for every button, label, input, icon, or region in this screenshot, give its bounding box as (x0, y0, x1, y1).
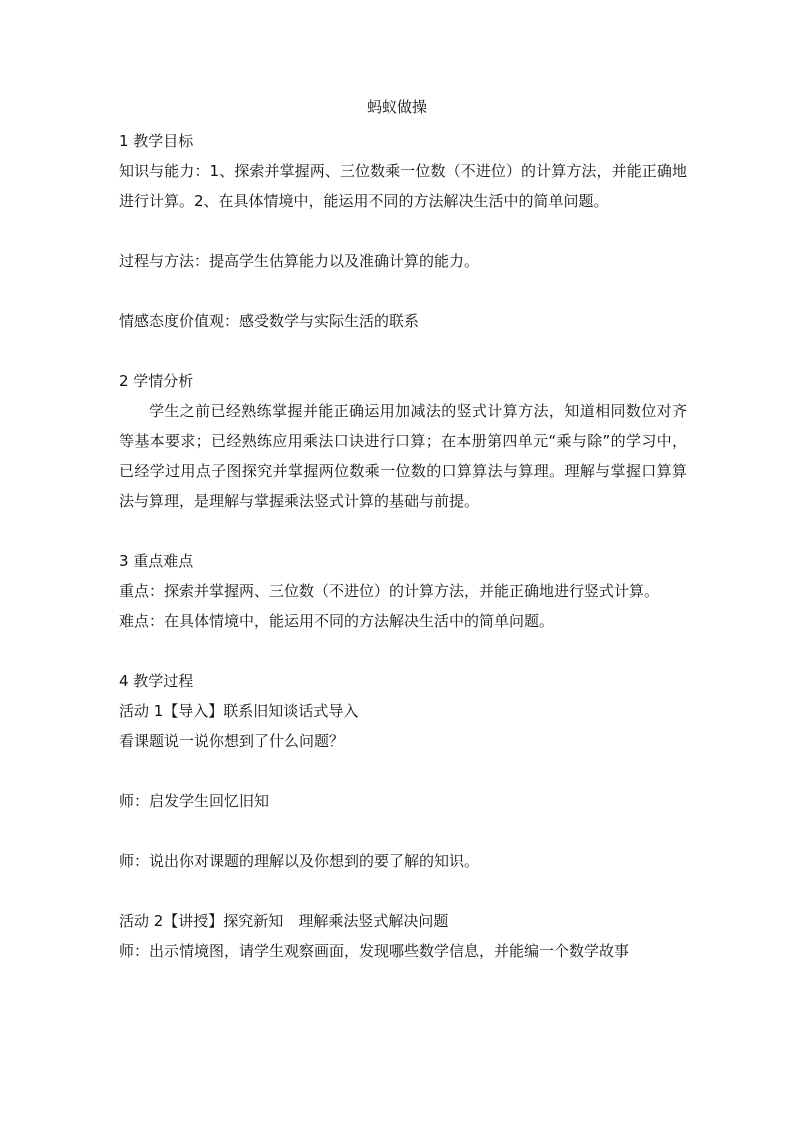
spacer (119, 276, 687, 306)
spacer (119, 756, 687, 786)
spacer (119, 516, 687, 546)
document-title: 蚂蚁做操 (366, 98, 427, 116)
section-3-key-point: 重点：探索并掌握两、三位数（不进位）的计算方法，并能正确地进行竖式计算。 (119, 582, 660, 600)
spacer (119, 816, 687, 846)
activity-2-line: 师：出示情境图，请学生观察画面，发现哪些数学信息，并能编一个数学故事 (119, 942, 630, 960)
section-1-knowledge: 知识与能力：1、探索并掌握两、三位数乘一位数（不进位）的计算方法，并能正确地进行计算。2、在具体情境中，能运用不同的方法解决生活中的简单问题。 (119, 162, 687, 210)
section-3-difficult-point: 难点：在具体情境中，能运用不同的方法解决生活中的简单问题。 (119, 612, 555, 630)
spacer (119, 876, 687, 906)
section-2-body: 学生之前已经熟练掌握并能正确运用加减法的竖式计算方法，知道相同数位对齐等基本要求；已经熟练应用乘法口诀进行口算；在本册第四单元“乘与除”的学习中，已经学过用点子图探究并掌握两位数乘一位数的口算算法与算理。理解与掌握口算算法与算理，是理解与掌握乘法竖式计算的基础与前提。 (119, 402, 687, 510)
activity-1-line: 师：启发学生回忆旧知 (119, 792, 270, 810)
section-2-heading: 2 学情分析 (119, 372, 194, 390)
activity-1-line: 师：说出你对课题的理解以及你想到的要了解的知识。 (119, 852, 480, 870)
section-4-heading: 4 教学过程 (119, 672, 194, 690)
section-3-heading: 3 重点难点 (119, 552, 194, 570)
activity-1-heading: 活动 1【导入】联系旧知谈话式导入 (119, 702, 359, 720)
section-1-attitude: 情感态度价值观：感受数学与实际生活的联系 (119, 312, 420, 330)
document-body (119, 126, 687, 966)
section-1-process: 过程与方法：提高学生估算能力以及准确计算的能力。 (119, 252, 480, 270)
spacer (119, 216, 687, 246)
spacer (119, 336, 687, 366)
activity-1-line: 看课题说一说你想到了什么问题？ (119, 732, 345, 750)
spacer (119, 636, 687, 666)
section-1-heading: 1 教学目标 (119, 132, 194, 150)
activity-2-heading: 活动 2【讲授】探究新知 理解乘法竖式解决问题 (119, 912, 449, 930)
